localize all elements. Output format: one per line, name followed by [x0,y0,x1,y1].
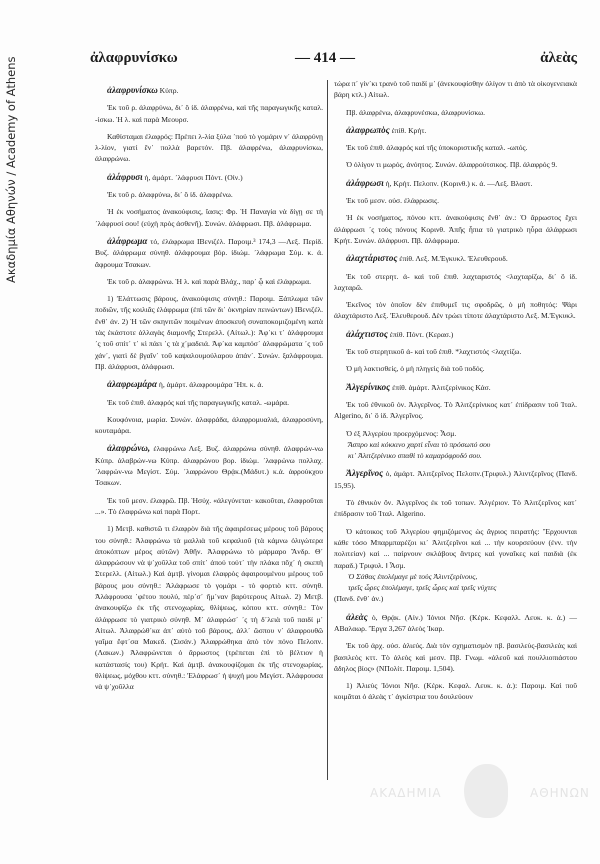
dictionary-entry [334,329,577,340]
entry-paragraph: Ἐκ τοῦ στερητ. ἀ- καὶ τοῦ ἐπιθ. λαχταριστός <λαχταρίζω, δι᾿ ὃ ἰδ. λαχταρῶ. [334,271,577,292]
entry-forms: ἐπίθ. Λεξ. Μ.Ἐγκυκλ. Ἐλευθερουδ. [397,254,508,264]
entry-forms: ἐπίθ. Κρήτ. [389,125,427,135]
entry-paragraph: Ἐκ τοῦ μεσν. οὐσ. ἐλάφρωσις. [346,196,440,206]
entry-forms: τό, ἐλάφρωμα ΙΒενιζέλ. Παροιμ.³ 174,3 —Λεξ. Περίδ. Βυζ. ἀλάφρωμα σύνηθ. ἀλάφρουμα βόρ. ἰδιώμ. ᾽λάφρωμα Σύμ. κ. ἀ. ἄφρουμα Τσακων. [95,236,323,269]
dictionary-entry [334,612,577,635]
column-divider [327,80,328,780]
entry-paragraph: Ἐκ τοῦ ἐπιθ. ἀλαφρός καὶ τῆς παραγωγικῆς καταλ. -ωμάρα. [107,397,290,407]
entry-paragraph: Ἐκ τοῦ ἀρχ. οὐσ. ἁλιεύς. Διὰ τὸν σχηματισμὸν πβ. βασιλεὺς-βασιλεὰς καὶ βασιλεὸς κττ. Τὸ ἀλεὸς καὶ μεσν. Πβ. Γνωμ. «ἀλεοῦ καὶ πουλλιοπιάστου ἄδηλος βίος» (ΝΠολίτ. Παροιμ. 1,504). [334,641,577,673]
dictionary-entry [95,85,323,96]
entry-paragraph: Ἐκ τοῦ ἐπιθ. ἀλαφρός καὶ τῆς ὑποκοριστικῆς καταλ. -ωπός. [346,143,528,153]
dictionary-entry [95,172,323,183]
entry-paragraph: Ἐκ τοῦ ρ. ἀλαφρύνω, δι᾿ ὃ ἰδ. ἀλαφρένω. [107,190,233,200]
entry-lemma: ἀλάχτιστος [346,328,388,339]
entry-forms: ἡ, ἀμάρτ. ἀλαφρουμάρα Ἤπ. κ. ἀ. [156,380,264,390]
entry-paragraph: Ἐκ τοῦ στερητικοῦ ἀ- καὶ τοῦ ἐπιθ. *λαχτιστός <λαχτίζω. [346,347,522,357]
last-headword: ἀλεὰς [540,50,577,66]
entry-lemma: ἀλάφρωσι [346,177,384,188]
verse-line: Ὁ Σάθας ἐπολέμαγε μὲ τοὺς Ἀλιντζερίνους, [348,571,478,581]
dictionary-entry [334,125,577,136]
entry-lemma: Ἀλγερῖνος [346,468,384,479]
watermark-left-text: ΑΚΑΔΗΜΙΑ [370,786,442,800]
entry-paragraph: Ἐκ τοῦ ἐθνικοῦ ὀν. Ἀλγερῖνος. Τὸ Ἀλιτζερίνικος κατ᾿ ἐπίδρασιν τοῦ Ἰταλ. Algerino, δι᾿ ὃ ἰδ. Ἀλγερῖνος. [334,399,577,421]
entry-paragraph: 1) Μετβ. καθιστῶ τι ἐλαφρὸν διὰ τῆς ἀφαιρέσεως μέρους τοῦ βάρους του σύνηθ.: Ἀλαφρώνω τὰ μαλλιὰ τοῦ κεφαλιοῦ (τὰ κάμνω ὀλιγώτερα ἀποκόπτων μέρος αὐτῶν) Ἀθῆν. Ἀλαφρώνω τὸ μάρμαρο Ἄνδρ. Θ᾿ ἀλαφρώσουν νὰ ψ᾿χοῦλλα τοῦ σπίτ᾿ ἀπού τούτ᾿ τὴν πλάκα πὄχ᾿ ἡ σκεπὴ Στερελλ. (Αἰτωλ.) Καὶ ἀμτβ. γίνομαι ἐλαφρὸς ἀφαιρουμένου μέρους τοῦ βάρους μου σύνηθ.: Ἀλάφρωσε τὸ γομάρι - τὸ φορτιὸ κττ. σύνηθ. Ἀλάφρουσα ᾽φέτου πουλύ, πέρ᾿σ᾿ ἤμ᾿ναν βαρύτερους Αἰτωλ. 2) Μετβ. ἀνακουφίζω ἐκ τῆς στενοχωρίας, θλίψεως, κόπου κττ. σύνηθ.: Τὸν ἀλάφρωσε τὸ γιατρικὸ σύνηθ. Μ᾿ ἀλαφρώσ᾿ ᾽ς τὴ δ᾿λειὰ τοῦ παιδί μ᾿ Αἰτωλ. Ἀλαφρώθ᾿κα ἀπ᾿ αὐτὸ τοῦ βάρους, ἀλλ᾿ ὥσπου ν᾿ ἀλαφρουθῶ γαῖμα ἔφτ᾿σα Μακεδ. (Σισάν.) Ἀλαφρώθηκα ἀπὸ τὸν πόνο Πελοπν. (Λακων.) Ἀλαφρώνεται ὁ ἄρρωστος (τρέπεται ἐπὶ τὸ βέλτιον ἡ κατάστασίς του) Κρήτ. Καὶ ἀμτβ. ἀνακουφίζομαι ἐκ τῆς στενοχωρίας, θλίψεως, μόχθου κττ. σύνηθ.: Ἐλάφρωσ᾿ ἡ ψυχή μου Μεγίστ. Ἀλάφρουσα νὰ ψ᾿χοῦλλα [95,524,323,692]
dictionary-entry [334,468,577,491]
entry-forms: ἡ, Κρήτ. Πελοπν. (Κορινθ.) κ. ἀ. —Λεξ. Βλαστ. [383,178,533,188]
entry-paragraph: Ὁ ἐξ Ἀλγερίου προερχόμενος: Ἆσμ. [346,428,457,438]
entry-lemma: ἀλάφρωμα [107,235,148,246]
entry-forms: ἐλαφρώνω Λεξ. Βυζ. ἀλαφρώνω σύνηθ. ἀλαφρών-νω Κύπρ. ἀλαβρών-νω Κύπρ. ἀλαφρώνου βορ. ἰδιώμ. ᾽λαφρώνω πολλαχ. ᾽λαφρών-νω Μεγίστ. Σύμ. ᾽λαφρώνου Θρᾴκ.(Μάδυτ.) κ.ἀ. ἀφρούκχου Τσακων. [95,444,323,488]
entry-paragraph: Ἡ ἐκ νοσήματος ἀνακούφισις, ἴασις: Φρ. Ἡ Παναγία νὰ δίγῃ σε τὴ ᾽λάφρυσί σου! (εὐχὴ πρὸς ἀσθενῆ). Συνών. ἀλάφρωσι. Πβ. ἀλάφρωμα. [95,207,323,228]
entry-paragraph: 1) Ἁλιεὺς Ἰόνιοι Νῆσ. (Κέρκ. Κεφαλ. Λευκ. κ. ἀ.): Παροιμ. Καὶ ποῦ κοιμᾶται ὁ ἀλεὰς τ᾿ ἀγκίστρια του δουλεύουν [334,681,577,702]
entry-paragraph: Τὸ ἐθνικὸν ὄν. Ἀλγερῖνος ἐκ τοῦ τοπων. Ἀλγέριον. Τὸ Ἀλιτζερῖνος κατ᾿ ἐπίδρασιν τοῦ Ἰταλ. Algerino. [334,498,577,519]
entry-paragraph: Ἐκ τοῦ μεσν. ἐλαφρῶ. Πβ. Ἡσύχ. «ἀλεγύνεται· κακοῦται, ἐλαφροῦται ...». Τὸ ἐλαφρώνω καὶ παρὰ Πορτ. [95,495,323,516]
entry-forms: ἐπίθ. Πόντ. (Κερασ.) [387,329,454,339]
left-column [95,78,323,693]
entry-paragraph: Πβ. ἀλαφρένω, ἀλαφρυνέσκω, ἀλαφρυνίσκω. [346,107,486,117]
entry-forms: ὁ, Θρᾴκ. (Αἰν.) Ἰόνιοι Νῆσ. (Κέρκ. Κεφαλλ. Λευκ. κ. ἀ.) —ΑΒαλαωρ. Ἔργα 3,267 ἀλεὸς Ἰκαρ. [334,612,577,633]
entry-paragraph: Ὁ κάτοικος τοῦ Ἀλγερίου φημιζόμενος ὡς ἄγριος πειρατής: Ἔρχουνται κάθε τόσο Μπαρμπαρέζοι κι᾿ Ἀλιτζερῖνοι καὶ ... τὴν κουρσεύουν (ἐνν. τὴν πολιτείαν) καὶ ... παίρνουν σκλάβους ἄντρες καὶ γυναῖκες καὶ παιδιὰ (ἐκ παραδ.) Τριφυλ. ‖ Ἆσμ. [334,526,577,570]
academy-watermark [360,770,600,830]
entry-forms: ὁ, ἀμάρτ. Ἀλιτζερῖνος Πελοπν.(Τριφυλ.) Ἀλιντζερῖνος (Πανδ. 15,95). [334,469,577,490]
entry-paragraph: Ὁ μὴ λακτισθείς, ὁ μὴ πληγεὶς διὰ τοῦ ποδός. [346,364,485,374]
entry-lemma: ἀλάφρυσι [107,171,143,182]
entry-paragraph: Ἡ ἐκ νοσήματος, πόνου κττ. ἀνακούφισις ἔνθ᾿ ἀν.: Ὁ ἄρρωστος ἔχει ἀλάφρωσι ᾽ς τοὺς πόνους Κορινθ. Ἀπῆς ἧπια τὸ γιατρικὸ ηὗρα ἀλάφρωσι Κρήτ. Συνών. ἀλάφρυσι. Πβ. ἀλάφρωμα. [334,213,577,245]
entry-paragraph: Ἐκ τοῦ ρ. ἀλαφρύνω, δι᾿ ὃ ἰδ. ἀλαφρένω, καὶ τῆς παραγωγικῆς καταλ. -ίσκω. Ἡ λ. καὶ παρὰ Μεουρσ. [95,103,323,124]
athena-head-icon [464,764,508,818]
page-number: — 414 — [295,50,355,66]
entry-lemma: ἀλαφρυνίσκω [107,85,158,95]
entry-lemma: ἀλαφρωμάρα [107,379,157,390]
entry-paragraph: Ἐκεῖνος τὸν ὁποῖον δὲν ἐπιθυμεῖ τις σφοδρῶς, ὁ μὴ ποθητός: Ψάρι ἀλαχτάριστο Λεξ. Ἐλευθερουδ. Δὲν τρώει τίποτε ἀλαχτάριστο Λεξ. Μ.Ἐγκυκλ. [334,300,577,321]
entry-paragraph: Ἐκ τοῦ ρ. ἀλαφρώνω. Ἡ λ. καὶ παρὰ Βλάχ., παρ᾿ ᾧ καὶ ἐλάφρωμα. [107,276,311,286]
verse-line: κι᾿ Ἀλιτζερίνικο σπαθὶ τὸ καμαρόφρυδό σου. [348,451,482,461]
entry-forms: ἡ, ἀμάρτ. ᾽λάφρυσι Πόντ. (Οἰν.) [142,172,243,182]
watermark-right-text: ΑΘΗΝΩΝ [530,786,590,800]
entry-lemma: Ἀλγερίνικος [346,381,391,392]
continued-paragraph: (Πανδ. ἔνθ᾿ ἀν.) [334,594,384,604]
entry-paragraph: Καθίσταμαι ἐλαφρός: Πρέπει λ-λία ξύλα ᾽πού τὸ γομάριν ν᾿ ἀλαφρύνῃ λ-λίον, γιατί ἔν᾿ πολλὰ βαρετόν. Πβ. ἀλαφρένω, ἀλαφρυνίσκω, ἀλαφρώνω. [95,131,323,164]
entry-lemma: ἀλαχτάριστος [346,253,398,264]
dictionary-entry [334,253,577,264]
dictionary-entry [95,379,323,390]
first-headword: ἀλαφρυνίσκω [90,50,178,66]
page-header [90,50,577,76]
right-column [334,78,577,703]
archive-credit: Ακαδημία Αθηνών / Academy of Athens [4,56,18,284]
entry-lemma: ἀλαφρώνω, [107,443,151,454]
verse-line: τρεῖς ὧρες ἐπολέμαγε, τρεῖς ὧρες καὶ τρεῖς νύχτες [348,583,497,593]
entry-lemma: ἀλεὰς [346,611,368,622]
entry-lemma: ἀλαφρωπὸς [346,124,390,135]
dictionary-entry [95,236,323,270]
entry-paragraph: Ὁ ὀλίγον τι μωρός, ἀνόητος. Συνών. ἀλαφρούτσικος. Πβ. ἀλαφρός 9. [346,160,558,170]
dictionary-entry [334,382,577,393]
continued-paragraph: τώρα π᾿ γίν᾿κι τρανὸ τοῦ παιδί μ᾿ (ἀνεκουφίσθην ὀλίγον τι ἀπὸ τὰ οἰκογενειακὰ βάρη κτλ.) Αἰτωλ. [334,79,577,100]
entry-forms: ἐπίθ. ἀμάρτ. Ἀλιτζερίνικος Κάσ. [390,382,491,392]
dictionary-entry [334,178,577,189]
dictionary-entry [95,443,323,488]
entry-paragraph: Κουφόνοια, μωρία. Συνών. ἀλαφράδα, ἀλαφρομυαλιά, ἀλαφροσύνη, κουταμάρα. [95,414,323,436]
entry-paragraph: 1) Ἐλάττωσις βάρους, ἀνακούφισις σύνηθ.: Παροιμ. Ξάπλωμα τῶν ποδιῶν, τῆς κοιλιᾶς ἐλάφρωμα (ἐπὶ τῶν δι᾿ ὀκνηρίαν πεινώντων) ΙΒενιζέλ. ἔνθ᾿ ἀν. 2) Ἡ τῶν σκηνιτῶν ποιμένων ἀποσκευὴ συναποκομιζομένη κατὰ τὰς ἑκάστοτε ἀλλαγὰς διαμονῆς Στερελλ. (Αἰτωλ.): Ἀφ᾿κι τ᾿ ἀλάφρουμα ᾽ς τοῦ σπίτ᾿ τ᾿ κὶ πάει ᾽ς τὰ χ᾿μαδειά. Ἀφ᾿κα καμπόσ᾿ ἀλαφρώματα ᾽ς τοῦ χάν᾿, γιατὶ δὲ βγαῖν᾿ τοῦ καψαλουμούλαρου ἀπάν᾿. Συνών. ξαλάφρουμα. Πβ. ἀλάφρυσι, ἀλάφρωσι. [95,294,323,371]
verse-line: Ἄσπρο καὶ κόκκινο χαρτὶ εἶναι τὸ πρόσωπό σου [348,439,491,449]
entry-forms: Κύπρ. [157,86,179,95]
